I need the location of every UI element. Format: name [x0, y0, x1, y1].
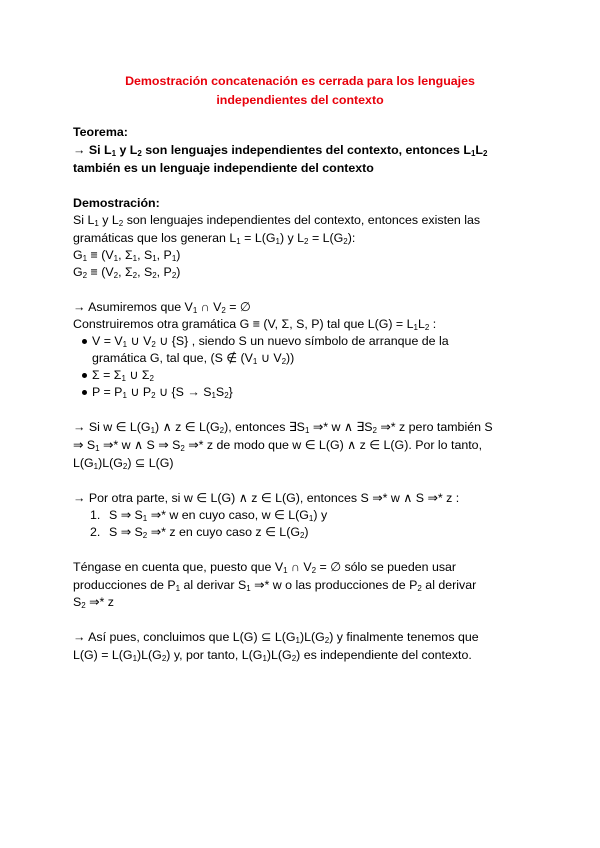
- title-line-2: independientes del contexto: [216, 93, 384, 107]
- title-line-1: Demostración concatenación es cerrada para los lenguajes: [125, 74, 475, 88]
- proof-paragraph-3-line-1: → Por otra parte, si w ∈ L(G) ∧ z ∈ L(G), entonces S ⇒* w ∧ S ⇒* z :: [73, 491, 460, 505]
- theorem-line-2: también es un lenguaje independiente del contexto: [73, 161, 374, 175]
- proof-paragraph-4-line-3: $S_2$ ⇒* z: [73, 595, 115, 610]
- conclusion-line-1: → Así pues, concluimos que L(G) ⊆ $L(G_1)L(G_2)$ y finalmente tenemos que: [73, 630, 479, 645]
- document-title: [0, 72, 600, 110]
- bullet-item-1-line-1: $V = V_1$ ∪ $V_2$ ∪ {S} , siendo S un nuevo símbolo de arranque de la: [92, 334, 449, 349]
- proof-heading: Demostración:: [73, 196, 160, 210]
- proof-paragraph-4-line-1: Téngase en cuenta que, puesto que $V_1$ ∩ $V_2$ = ∅ sólo se pueden usar: [73, 560, 457, 575]
- bullet-item-2: $\Sigma = \Sigma_1$ ∪ $\Sigma_2$: [92, 368, 154, 383]
- bullet-dot: [82, 390, 87, 395]
- proof-paragraph-2-line-2: ⇒ $S_1$ ⇒* w ∧ S ⇒ $S_2$ ⇒* z de modo que w ∈ L(G) ∧ z ∈ L(G). Por lo tanto,: [73, 438, 483, 453]
- proof-paragraph-1-line-2: gramáticas que los generan $L_1 = L(G_1)$ y $L_2 = L(G_2)$:: [73, 231, 356, 246]
- bullet-dot: [82, 339, 87, 344]
- bullet-dot: [82, 373, 87, 378]
- theorem-heading: Teorema:: [73, 125, 128, 139]
- numbered-item-2-number: 2.: [90, 525, 101, 539]
- construction-line: Construiremos otra gramática G ≡ (V, Σ, S, P) tal que $L(G) = L_1L_2$ :: [73, 317, 437, 332]
- numbered-item-1-number: 1.: [90, 508, 101, 522]
- proof-paragraph-1-line-1: Si $L_1$ y $L_2$ son lenguajes independientes del contexto, entonces existen las: [73, 213, 481, 228]
- proof-paragraph-2-line-3: $L(G_1)L(G_2)$ ⊆ L(G): [73, 456, 174, 471]
- numbered-item-1: S ⇒ $S_1$ ⇒* w en cuyo caso, w ∈ $L(G_1)$ y: [109, 508, 328, 523]
- conclusion-line-2: $L(G) = L(G_1)L(G_2)$ y, por tanto, $L(G_1)L(G_2)$ es independiente del contexto.: [73, 648, 472, 663]
- grammar-g2: $G_2 \equiv (V_2$, $\Sigma_2$, $S_2$, $P_2$): [73, 265, 181, 280]
- proof-paragraph-4-line-2: producciones de $P_1$ al derivar $S_1$ ⇒* w o las producciones de $P_2$ al derivar: [73, 578, 477, 593]
- bullet-item-3: $P = P_1$ ∪ $P_2$ ∪ $\{S \to S_1S_2\}$: [92, 385, 233, 400]
- grammar-g1: $G_1 \equiv (V_1$, $\Sigma_1$, $S_1$, $P_1$): [73, 248, 181, 263]
- assumption-line: → Asumiremos que $V_1$ ∩ $V_2$ = ∅: [73, 300, 251, 315]
- numbered-item-2: S ⇒ $S_2$ ⇒* z en cuyo caso z ∈ $L(G_2)$: [109, 525, 309, 540]
- theorem-line-1: → Si $L_1$ y $L_2$ son lenguajes independientes del contexto, entonces $L_1L_2$: [73, 143, 488, 158]
- bullet-item-1-line-2: gramática G, tal que, (S ∉ ($V_1$ ∪ $V_2$)): [92, 351, 295, 366]
- proof-paragraph-2-line-1: → Si w ∈ $L(G_1)$ ∧ z ∈ $L(G_2)$, entonces $\exists S_1$ ⇒* w ∧ $\exists S_2$ ⇒* z pero también S: [73, 420, 493, 435]
